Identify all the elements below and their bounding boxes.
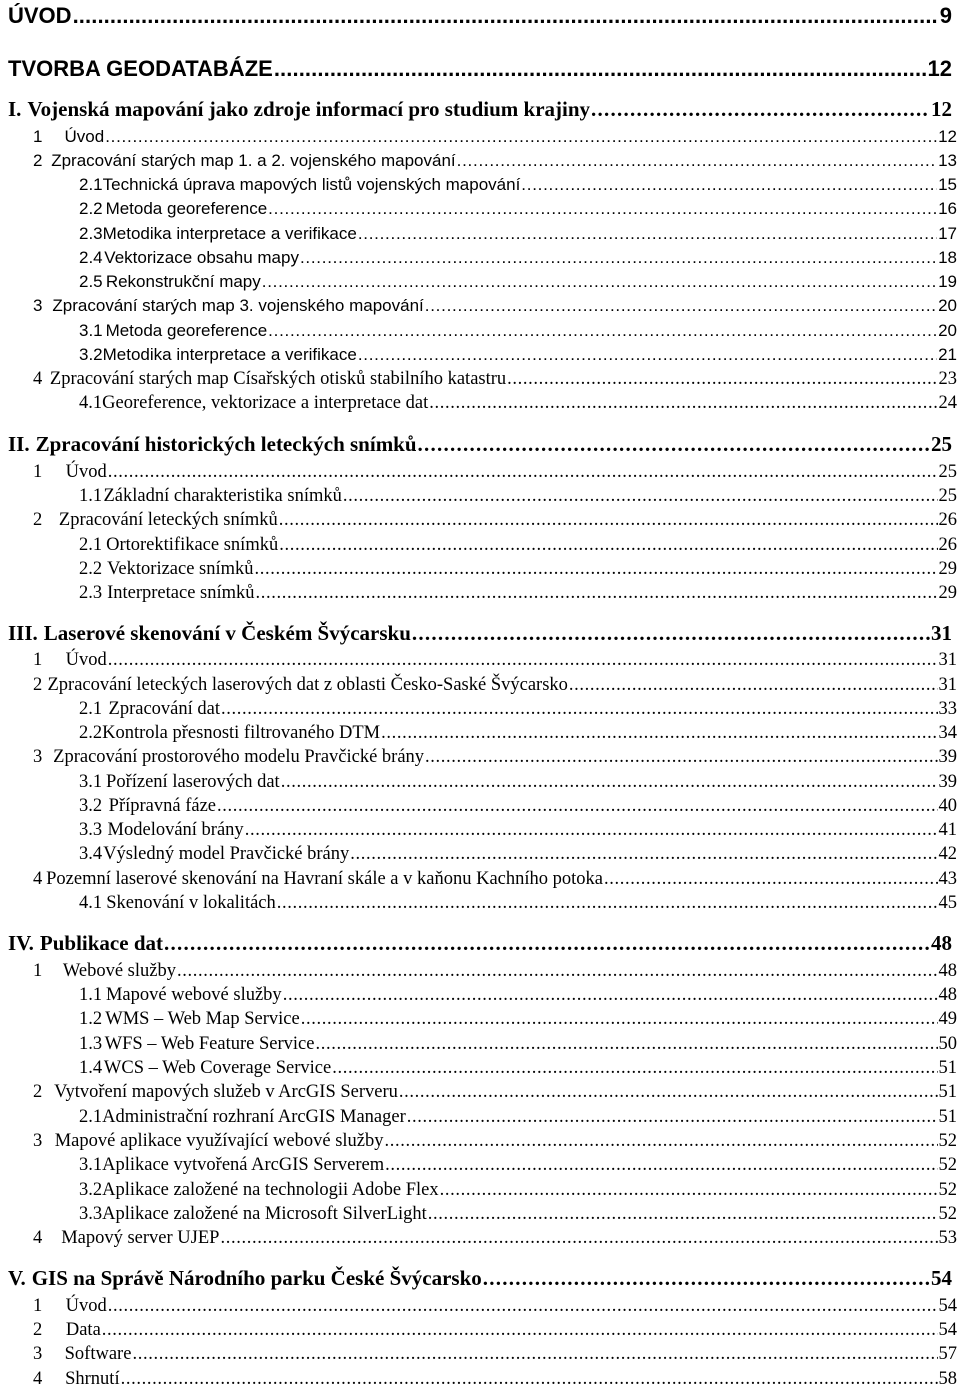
toc-entry-number: 3.1: [79, 321, 103, 340]
toc-entry-page: 25: [931, 432, 952, 456]
toc-entry-page: 12: [938, 127, 957, 146]
dot-leader: [418, 434, 930, 455]
toc-entry-number: 2: [33, 151, 43, 170]
toc-entry-page: 54: [938, 1320, 957, 1340]
toc-entry-title: Data: [65, 1320, 101, 1340]
toc-entry[interactable]: [79, 273, 957, 290]
toc-entry[interactable]: [79, 560, 957, 579]
toc-entry-page: 19: [938, 272, 957, 291]
toc-entry-title: Administrační rozhraní ArcGIS Manager: [102, 1107, 406, 1127]
toc-entry-page: 50: [938, 1034, 957, 1054]
toc-entry-page: 52: [938, 1155, 957, 1175]
toc-entry[interactable]: [79, 724, 957, 743]
dot-leader: [385, 1156, 937, 1175]
toc-entry-page: 26: [938, 510, 957, 530]
toc-entry-number: III.: [8, 621, 38, 645]
toc-entry-number: 3: [33, 1344, 43, 1364]
toc-entry-title: Úvod: [65, 1296, 107, 1316]
toc-entry-number: 3.4: [79, 844, 103, 864]
toc-entry-page: 31: [938, 675, 957, 695]
dot-leader: [301, 1010, 938, 1029]
toc-entry-number: 2.1: [79, 699, 103, 719]
toc-entry-number: 4: [33, 369, 43, 389]
toc-entry-number: 1: [33, 1296, 43, 1316]
dot-leader: [604, 870, 938, 889]
toc-entry-number: II.: [8, 432, 30, 456]
dot-leader: [399, 1083, 938, 1102]
toc-entry-page: 21: [938, 345, 957, 364]
toc-entry-page: 33: [938, 699, 957, 719]
dot-leader: [177, 962, 938, 981]
dot-leader: [102, 1321, 938, 1340]
dot-leader: [407, 1108, 938, 1127]
toc-entry-title: Interpretace snímků: [107, 583, 255, 603]
toc-entry[interactable]: [79, 322, 957, 339]
toc-entry[interactable]: [79, 346, 957, 363]
toc-entry-number: 4: [33, 1369, 43, 1389]
dot-leader: [425, 748, 937, 767]
toc-entry-title: Vektorizace snímků: [107, 559, 254, 579]
toc-entry[interactable]: [79, 225, 957, 242]
toc-entry-number: 4: [33, 1228, 43, 1248]
toc-entry[interactable]: [8, 1268, 952, 1289]
toc-entry-number: 3.2: [79, 1180, 103, 1200]
toc-entry-title: Úvod: [65, 650, 107, 670]
toc-entry-number: 3.3: [79, 820, 103, 840]
toc-entry[interactable]: [33, 870, 957, 889]
toc-entry[interactable]: [79, 1035, 957, 1054]
toc-entry-title: Aplikace vytvořená ArcGIS Serverem: [102, 1155, 385, 1175]
toc-entry-page: 52: [938, 1180, 957, 1200]
toc-entry-title: Úvod: [65, 462, 107, 482]
toc-entry[interactable]: [33, 1132, 957, 1151]
toc-entry-title: Pozemní laserové skenování na Havraní skále a v kaňonu Kachního potoka: [46, 869, 603, 889]
toc-entry[interactable]: [79, 797, 957, 816]
toc-entry-title: Rekonstrukční mapy: [105, 272, 261, 291]
dot-leader: [428, 1205, 938, 1224]
toc-entry-number: 1: [33, 650, 43, 670]
toc-entry-number: 1.1: [79, 985, 103, 1005]
dot-leader: [268, 322, 937, 339]
dot-leader: [108, 463, 938, 482]
toc-entry-page: 51: [938, 1082, 957, 1102]
toc-entry-title: Vektorizace obsahu mapy: [104, 248, 299, 267]
toc-entry-page: 58: [938, 1369, 957, 1389]
toc-entry-number: 2: [33, 675, 43, 695]
toc-entry-number: 3: [33, 296, 43, 315]
toc-entry-page: 25: [938, 462, 957, 482]
toc-entry-number: 2.3: [79, 224, 103, 243]
dot-leader: [283, 986, 938, 1005]
toc-entry[interactable]: [33, 676, 957, 695]
toc-entry-number: 3.3: [79, 1204, 103, 1224]
toc-entry-number: 3.1: [79, 772, 103, 792]
dot-leader: [279, 536, 937, 555]
toc-entry-title: Publikace dat: [39, 931, 163, 955]
toc-entry[interactable]: [33, 463, 957, 482]
toc-entry-page: 43: [938, 869, 957, 889]
toc-entry[interactable]: [33, 1297, 957, 1316]
toc-entry[interactable]: [33, 152, 957, 169]
toc-entry[interactable]: [33, 1083, 957, 1102]
toc-entry-number: 2.4: [79, 248, 103, 267]
toc-entry-number: 3: [33, 747, 43, 767]
toc-entry[interactable]: [33, 297, 957, 314]
toc-entry-page: 23: [938, 369, 957, 389]
toc-entry-number: 2.1: [79, 1107, 103, 1127]
toc-entry-title: Zpracování starých map Císařských otisků stabilního katastru: [49, 369, 507, 389]
dot-leader: [350, 845, 937, 864]
toc-entry-page: 18: [938, 248, 957, 267]
toc-entry-title: Zpracování starých map 3. vojenského mapování: [52, 296, 424, 315]
toc-entry-page: 17: [938, 224, 957, 243]
toc-entry-title: Zpracování starých map 1. a 2. vojenského mapování: [51, 151, 456, 170]
toc-entry[interactable]: [33, 1229, 957, 1248]
toc-entry[interactable]: [79, 200, 957, 217]
toc-entry-page: 41: [938, 820, 957, 840]
toc-entry-number: 3.2: [79, 345, 103, 364]
dot-leader: [255, 560, 938, 579]
toc-entry-number: 2.2: [79, 559, 103, 579]
toc-entry-page: 52: [938, 1131, 957, 1151]
toc-entry-title: TVORBA GEODATABÁZE: [8, 56, 273, 81]
dot-leader: [332, 1059, 937, 1078]
toc-entry-number: 1.1: [79, 486, 103, 506]
toc-entry-title: Vojenská mapování jako zdroje informací pro studium krajiny: [27, 97, 591, 121]
dot-leader: [73, 5, 939, 27]
toc-entry-page: 29: [938, 559, 957, 579]
toc-entry-number: 1: [33, 127, 43, 146]
toc-entry-title: Aplikace založené na Microsoft SilverLight: [102, 1204, 427, 1224]
dot-leader: [256, 584, 938, 603]
toc-entry-number: 1: [33, 961, 43, 981]
toc-entry-page: 16: [938, 199, 957, 218]
toc-entry-title: Úvod: [64, 127, 105, 146]
toc-entry[interactable]: [8, 58, 952, 80]
toc-entry-page: 13: [938, 151, 957, 170]
toc-entry-page: 53: [938, 1228, 957, 1248]
toc-entry-title: Mapové aplikace využívající webové služby: [54, 1131, 384, 1151]
toc-entry-title: Zpracování leteckých snímků: [58, 510, 278, 530]
toc-entry-number: 1.2: [79, 1009, 103, 1029]
toc-entry-page: 9: [939, 3, 952, 28]
toc-entry-page: 48: [938, 961, 957, 981]
toc-entry[interactable]: [79, 1156, 957, 1175]
dot-leader: [425, 297, 937, 314]
toc-entry-number: IV.: [8, 931, 34, 955]
toc-entry-page: 31: [938, 650, 957, 670]
toc-entry[interactable]: [79, 249, 957, 266]
toc-entry[interactable]: [8, 5, 952, 27]
toc-entry-title: Přípravná fáze: [108, 796, 217, 816]
toc-entry[interactable]: [33, 1321, 957, 1340]
dot-leader: [279, 511, 938, 530]
toc-entry-number: I.: [8, 97, 22, 121]
dot-leader: [569, 676, 938, 695]
toc-entry-title: GIS na Správě Národního parku České Švýcarsko: [31, 1266, 482, 1290]
dot-leader: [108, 1297, 938, 1316]
toc-entry-number: 3: [33, 1131, 43, 1151]
toc-entry[interactable]: [33, 748, 957, 767]
dot-leader: [220, 1229, 937, 1248]
toc-entry[interactable]: [79, 1108, 957, 1127]
toc-entry-page: 45: [938, 893, 957, 913]
toc-entry-number: 2.2: [79, 723, 103, 743]
toc-entry-number: 2: [33, 1320, 43, 1340]
toc-entry[interactable]: [79, 845, 957, 864]
toc-entry[interactable]: [33, 962, 957, 981]
toc-entry[interactable]: [33, 651, 957, 670]
toc-entry-page: 20: [938, 296, 957, 315]
toc-entry-page: 39: [938, 772, 957, 792]
dot-leader: [217, 797, 937, 816]
toc-entry-title: Pořízení laserových dat: [106, 772, 280, 792]
toc-entry[interactable]: [79, 986, 957, 1005]
toc-entry-title: Laserové skenování v Českém Švýcarsku: [43, 621, 411, 645]
dot-leader: [591, 99, 930, 120]
dot-leader: [412, 623, 930, 644]
dot-leader: [483, 1268, 930, 1289]
toc-entry-title: Webové služby: [62, 961, 176, 981]
toc-entry-title: WCS – Web Coverage Service: [103, 1058, 332, 1078]
toc-entry-number: 2: [33, 1082, 43, 1102]
dot-leader: [108, 651, 938, 670]
toc-entry-title: Metodika interpretace a verifikace: [102, 345, 357, 364]
toc-entry-title: Zpracování prostorového modelu Pravčické brány: [53, 747, 425, 767]
toc-entry[interactable]: [79, 700, 957, 719]
toc-entry-title: Kontrola přesnosti filtrovaného DTM: [102, 723, 381, 743]
toc-entry-title: Modelování brány: [107, 820, 244, 840]
toc-entry[interactable]: [79, 1181, 957, 1200]
dot-leader: [164, 933, 930, 954]
toc-entry-page: 26: [938, 535, 957, 555]
toc-entry-number: 2.5: [79, 272, 103, 291]
toc-entry-title: Výsledný model Pravčické brány: [103, 844, 350, 864]
dot-leader: [457, 152, 937, 169]
toc-entry-title: Ortorektifikace snímků: [106, 535, 279, 555]
toc-entry-title: WFS – Web Feature Service: [104, 1034, 315, 1054]
toc-entry-title: Skenování v lokalitách: [106, 893, 276, 913]
toc-entry-title: Vytvoření mapových služeb v ArcGIS Serveru: [54, 1082, 398, 1102]
toc-entry-title: Georeference, vektorizace a interpretace dat: [102, 393, 429, 413]
toc-entry-title: Zpracování historických leteckých snímků: [35, 432, 417, 456]
toc-entry-page: 52: [938, 1204, 957, 1224]
toc-entry-page: 15: [938, 175, 957, 194]
toc-entry-title: Zpracování dat: [108, 699, 220, 719]
toc-entry[interactable]: [33, 370, 957, 389]
toc-entry-number: 4: [33, 869, 43, 889]
toc-entry-number: V.: [8, 1266, 26, 1290]
toc-entry-page: 48: [938, 985, 957, 1005]
toc-entry[interactable]: [79, 821, 957, 840]
toc-entry-page: 54: [938, 1296, 957, 1316]
toc-entry[interactable]: [8, 623, 952, 644]
dot-leader: [385, 1132, 938, 1151]
toc-entry-number: 1.3: [79, 1034, 103, 1054]
toc-entry-page: 40: [938, 796, 957, 816]
toc-entry-title: Mapový server UJEP: [61, 1228, 220, 1248]
dot-leader: [262, 273, 937, 290]
toc-entry[interactable]: [33, 511, 957, 530]
toc-entry-number: 4.1: [79, 393, 103, 413]
toc-entry[interactable]: [33, 128, 957, 145]
toc-entry-title: Shrnutí: [65, 1369, 120, 1389]
toc-entry-page: 49: [938, 1009, 957, 1029]
toc-entry-page: 57: [938, 1344, 957, 1364]
dot-leader: [121, 1370, 938, 1389]
toc-entry-title: Metoda georeference: [105, 321, 268, 340]
dot-leader: [358, 346, 937, 363]
toc-entry-page: 48: [931, 931, 952, 955]
toc-entry[interactable]: [33, 1345, 957, 1364]
toc-entry-number: 2.2: [79, 199, 103, 218]
toc-entry-title: Mapové webové služby: [105, 985, 282, 1005]
toc-entry[interactable]: [8, 99, 952, 120]
toc-entry-page: 25: [938, 486, 957, 506]
toc-entry-page: 29: [938, 583, 957, 603]
toc-entry[interactable]: [79, 536, 957, 555]
dot-leader: [132, 1345, 937, 1364]
toc-entry-number: 3.2: [79, 796, 103, 816]
dot-leader: [245, 821, 938, 840]
toc-entry-title: Aplikace založené na technologii Adobe Flex: [102, 1180, 439, 1200]
dot-leader: [105, 128, 937, 145]
dot-leader: [277, 894, 938, 913]
toc-entry[interactable]: [79, 894, 957, 913]
toc-entry-page: 34: [938, 723, 957, 743]
toc-entry-number: 1.4: [79, 1058, 103, 1078]
toc-entry-number: 3.1: [79, 1155, 103, 1175]
toc-entry-number: 4.1: [79, 893, 103, 913]
toc-entry-title: WMS – Web Map Service: [105, 1009, 300, 1029]
toc-entry[interactable]: [79, 584, 957, 603]
toc-entry-page: 54: [931, 1266, 952, 1290]
toc-entry-title: Zpracování leteckých laserových dat z oblasti Česko-Saské Švýcarsko: [47, 675, 568, 695]
toc-entry[interactable]: [79, 394, 957, 413]
dot-leader: [274, 58, 927, 80]
dot-leader: [381, 724, 937, 743]
toc-entry-page: 12: [931, 97, 952, 121]
toc-entry[interactable]: [79, 773, 957, 792]
toc-entry-page: 31: [931, 621, 952, 645]
dot-leader: [221, 700, 938, 719]
dot-leader: [429, 394, 937, 413]
toc-entry-page: 51: [938, 1107, 957, 1127]
toc-entry-page: 24: [938, 393, 957, 413]
toc-entry-number: 2.1: [79, 535, 103, 555]
dot-leader: [315, 1035, 937, 1054]
toc-entry-page: 39: [938, 747, 957, 767]
dot-leader: [507, 370, 937, 389]
toc-entry-title: ÚVOD: [8, 3, 72, 28]
toc-entry[interactable]: [79, 487, 957, 506]
toc-entry-number: 2.1: [79, 175, 103, 194]
toc-entry-title: Základní charakteristika snímků: [103, 486, 342, 506]
toc-entry[interactable]: [79, 176, 957, 193]
dot-leader: [358, 225, 937, 242]
toc-entry-title: Metoda georeference: [105, 199, 268, 218]
toc-entry[interactable]: [79, 1059, 957, 1078]
toc-entry-page: 20: [938, 321, 957, 340]
dot-leader: [281, 773, 938, 792]
toc-entry[interactable]: [8, 933, 952, 954]
toc-entry-number: 2.3: [79, 583, 103, 603]
toc-entry-page: 12: [927, 56, 952, 81]
dot-leader: [268, 200, 937, 217]
toc-entry-number: 1: [33, 462, 43, 482]
dot-leader: [521, 176, 937, 193]
toc-entry[interactable]: [79, 1010, 957, 1029]
toc-entry[interactable]: [33, 1370, 957, 1389]
toc-entry-page: 51: [938, 1058, 957, 1078]
dot-leader: [300, 249, 937, 266]
toc-entry-title: Software: [64, 1344, 132, 1364]
toc-entry-page: 42: [938, 844, 957, 864]
toc-entry-number: 2: [33, 510, 43, 530]
toc-entry[interactable]: [8, 434, 952, 455]
toc-entry-title: Technická úprava mapových listů vojenských mapování: [102, 175, 521, 194]
toc-entry[interactable]: [79, 1205, 957, 1224]
dot-leader: [343, 487, 938, 506]
toc-entry-title: Metodika interpretace a verifikace: [102, 224, 357, 243]
dot-leader: [440, 1181, 938, 1200]
